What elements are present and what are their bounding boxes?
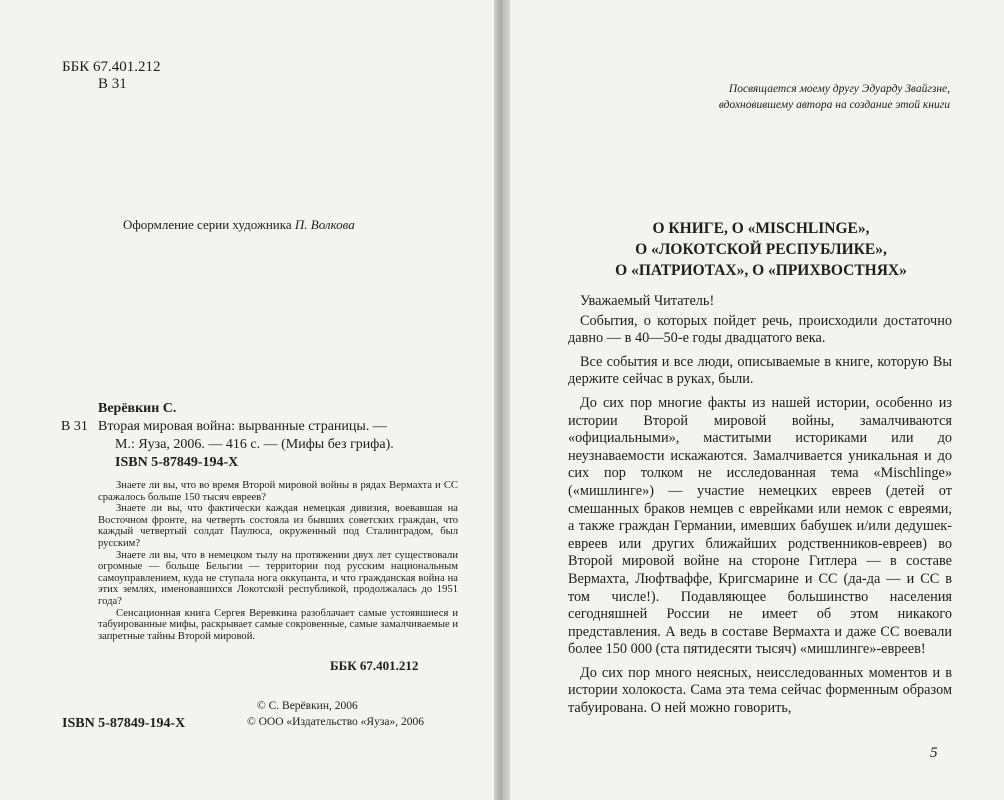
catalog-code-2: В 31 <box>61 419 88 434</box>
annotation-paragraph: Сенсационная книга Сергея Веревкина разоблачает самые устоявшиеся и табуированные мифы, раскрывает самые сокровенные, самые замалчиваемые и запретные тайны Второй мировой. <box>98 607 458 642</box>
annotation-paragraph: Знаете ли вы, что в немецком тылу на протяжении двух лет существовали огромные — больше Бельгии — территории под русским национальным самоуправлением, куда не ступала нога оккупанта, и что гражданская война на этих землях, именовавшихся Локотской республикой, продолжалась до 1951 года? <box>98 549 458 607</box>
series-designer: П. Волкова <box>294 217 355 232</box>
heading-line: О «ЛОКОТСКОЙ РЕСПУБЛИКЕ», <box>635 241 887 258</box>
body-text <box>568 293 952 724</box>
dedication <box>570 81 950 113</box>
page-number: 5 <box>930 745 938 761</box>
annotation <box>98 480 458 642</box>
salutation: Уважаемый Читатель! <box>580 293 715 309</box>
catalog-code: В 31 <box>98 76 127 92</box>
series-design-label: Оформление серии художника <box>123 217 292 232</box>
body-paragraph: Все события и все люди, описываемые в книге, которую Вы держите сейчас в руках, были. <box>568 353 952 388</box>
copyright-author: © С. Верёвкин, 2006 <box>257 700 358 712</box>
book-title: Вторая мировая война: вырванные страницы. — <box>98 419 387 434</box>
body-paragraph: События, о которых пойдет речь, происходили достаточно давно — в 40—50-е годы двадцатого века. <box>568 312 952 347</box>
isbn: ISBN 5-87849-194-X <box>115 455 239 470</box>
dedication-line: вдохновившему автора на создание этой книги <box>718 99 950 111</box>
chapter-heading <box>556 218 966 281</box>
copyright-publisher: © ООО «Издательство «Яуза», 2006 <box>247 716 424 728</box>
left-page <box>0 0 494 800</box>
publication-info: М.: Яуза, 2006. — 416 с. — (Мифы без грифа). <box>115 437 394 452</box>
annotation-paragraph: Знаете ли вы, что фактически каждая немецкая дивизия, воевавшая на Восточном фронте, на четверть состояла из бывших советских граждан, что каждый четвертый солдат Паулюса, окруженный под Сталинградом, был русским? <box>98 503 458 549</box>
right-page <box>510 0 1004 800</box>
heading-line: О КНИГЕ, О «MISCHLINGE», <box>652 220 870 237</box>
body-paragraph: До сих пор многие факты из нашей истории, особенно из истории Второй мировой войны, замалчиваются «официальными», маститыми историками или до неузнаваемости искажаются. Замалчивается уникальная и до сих пор толком не исследованная тема «Mischlinge» («мишлинге») — участие немецких евреев (детей от смешанных браков немцев с еврейками или немок с евреями, а также граждан Германии, имевших бабушек и/или дедушек-евреев или других ближайших родственников-евреев) во Второй мировой войне на стороне Гитлера — в составе Вермахта, Люфтваффе, Кригсмарине и СС (да-да — и СС в том числе!). Подавляющее большинство населения сегодняшней России не имеет об этом никакого представления. А ведь в составе Вермахта и даже СС воевали более 150 000 (ста пятидесяти тысяч) «мишлинге»-евреев! <box>568 394 952 658</box>
annotation-paragraph: Знаете ли вы, что во время Второй мировой войны в рядах Вермахта и СС сражалось больше 150 тысяч евреев? <box>98 480 458 503</box>
bbk-code: ББК 67.401.212 <box>62 59 161 75</box>
isbn-footer: ISBN 5-87849-194-X <box>62 716 186 731</box>
bbk-code-footer: ББК 67.401.212 <box>330 658 419 673</box>
book-gutter <box>494 0 510 800</box>
heading-line: О «ПАТРИОТАХ», О «ПРИХВОСТНЯХ» <box>615 262 907 279</box>
dedication-line: Посвящается моему другу Эдуарду Звайгзне, <box>728 83 950 95</box>
author-name: Верёвкин С. <box>98 401 177 416</box>
body-paragraph: До сих пор много неясных, неисследованных моментов и в истории холокоста. Сама эта тема сейчас форменным образом табуирована. О ней можно говорить, <box>568 664 952 717</box>
series-design-credit <box>123 217 355 233</box>
